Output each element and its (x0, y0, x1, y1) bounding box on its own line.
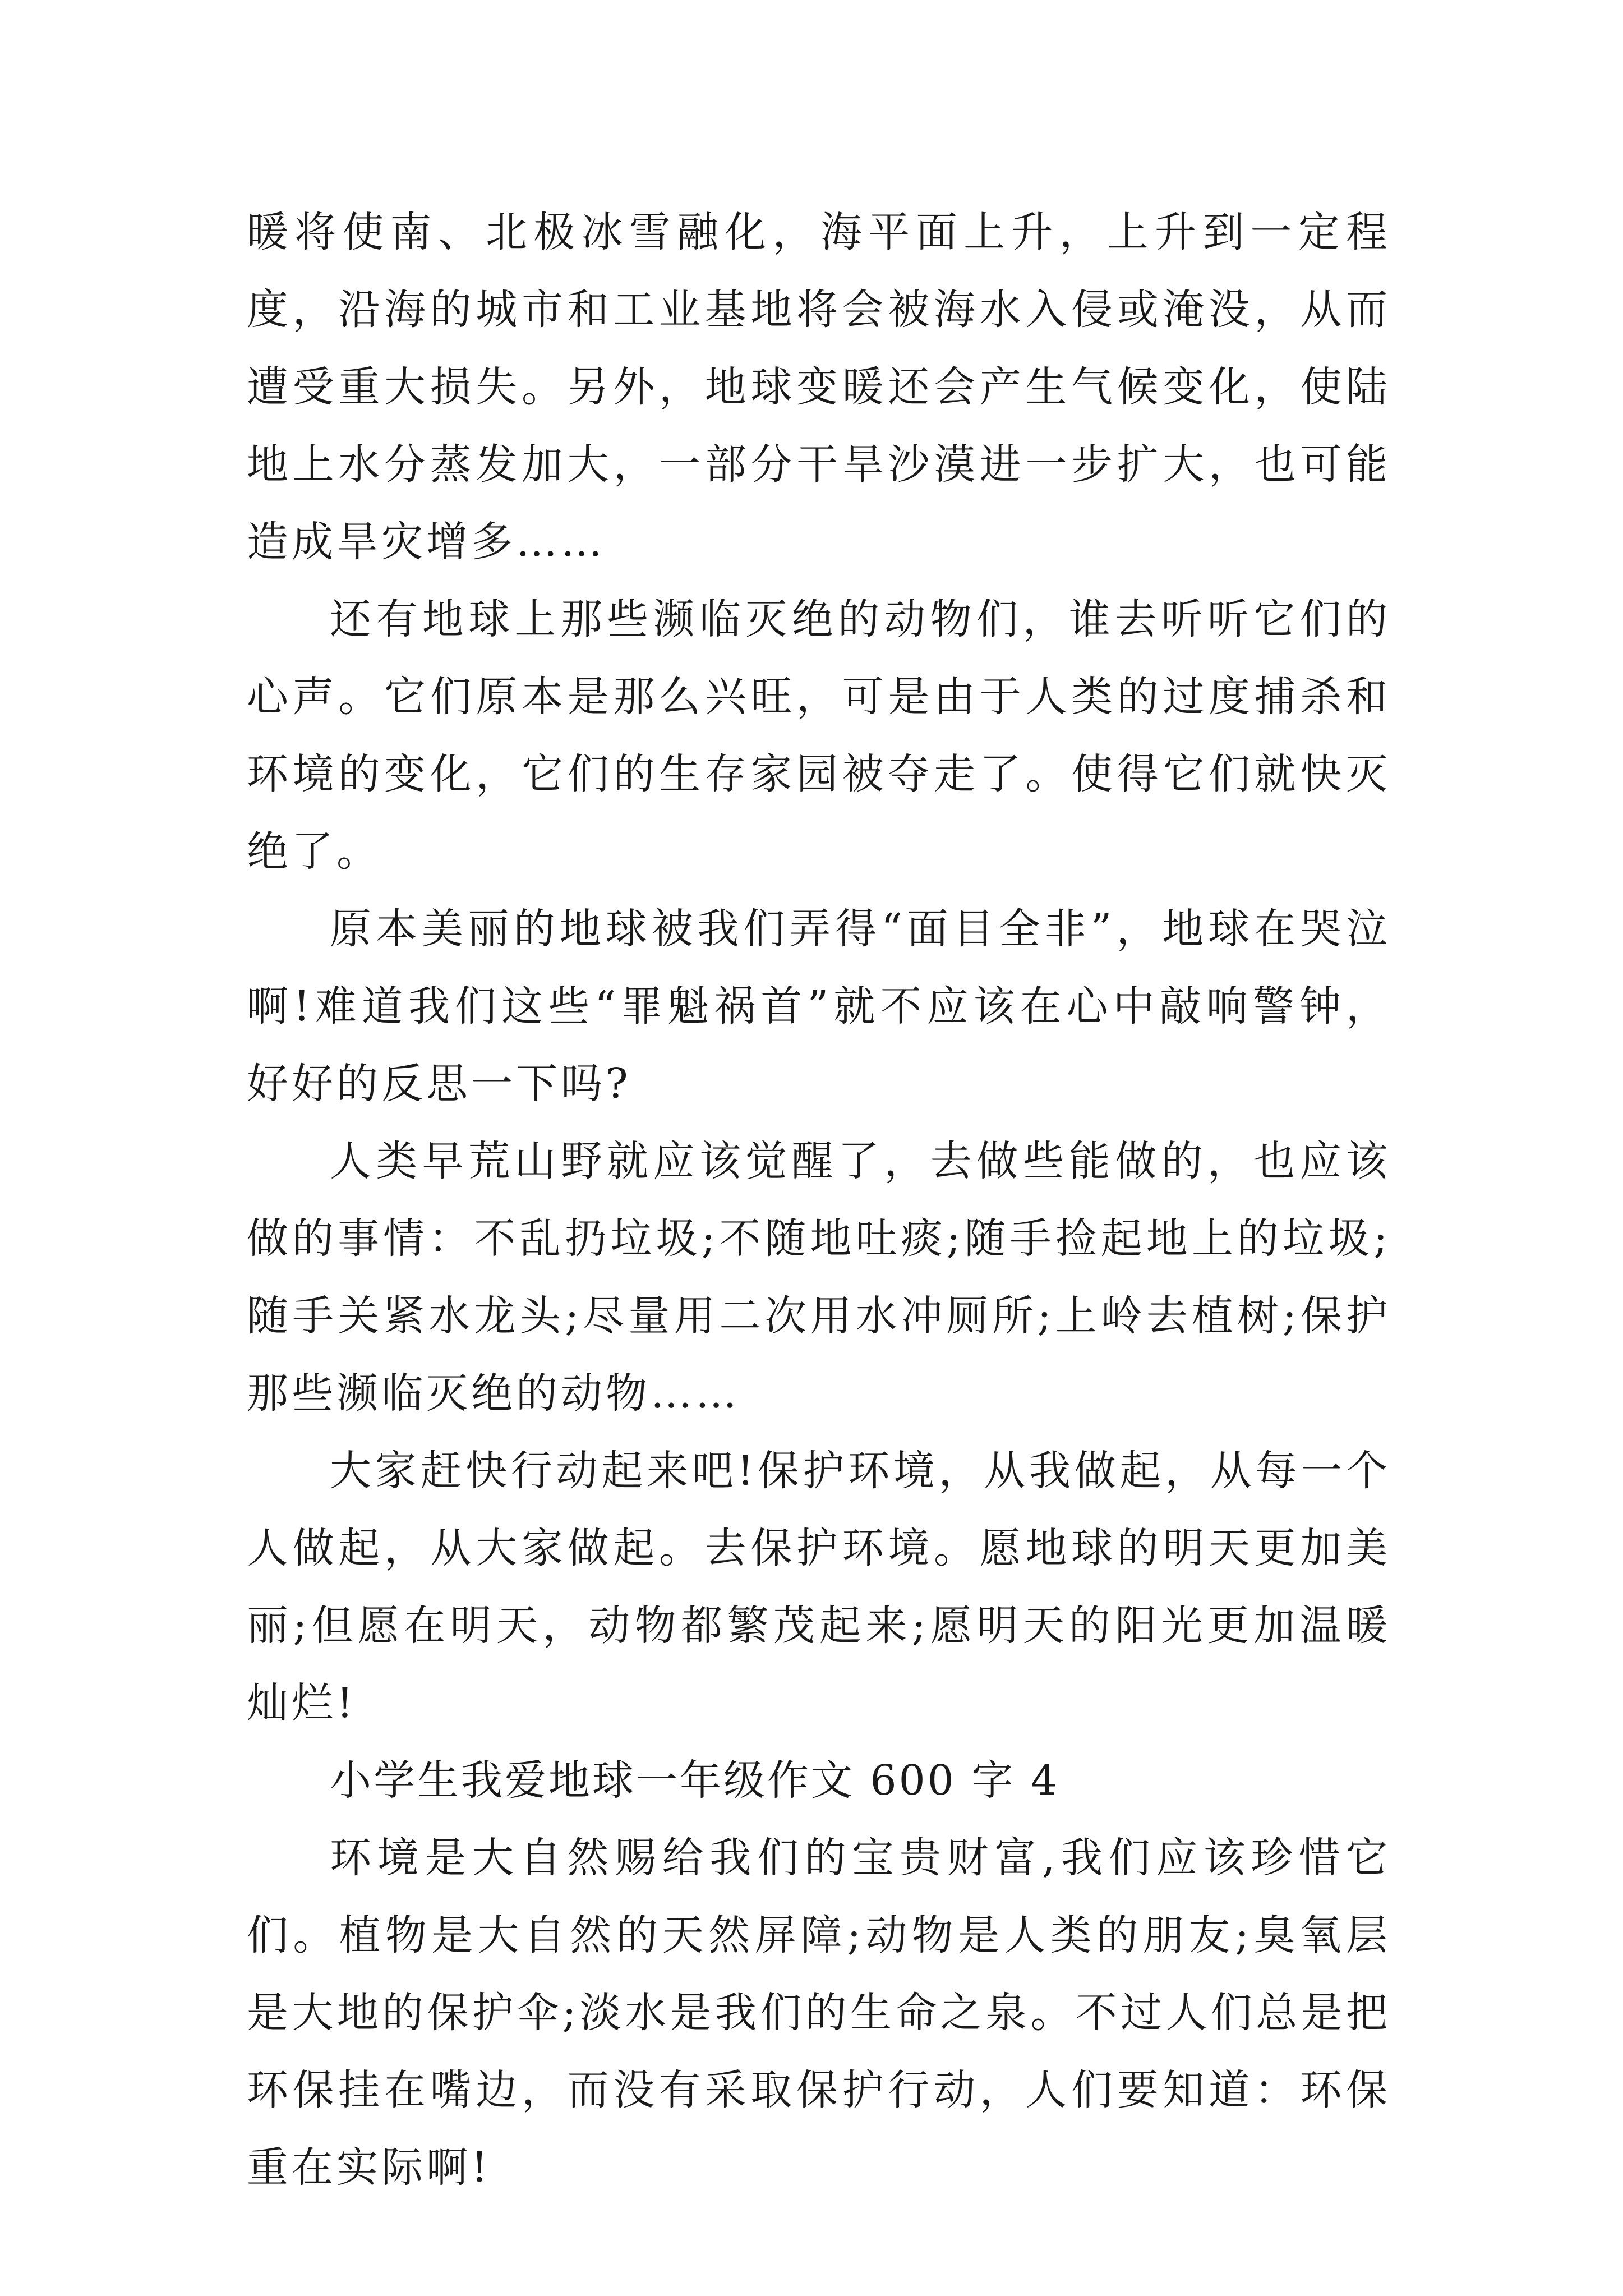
paragraph: 暖将使南、北极冰雪融化，海平面上升，上升到一定程度，沿海的城市和工业基地将会被海水入侵或淹没，从而遭受重大损失。另外，地球变暖还会产生气候变化，使陆地上水分蒸发加大，一部分干旱沙漠进一步扩大，也可能造成旱灾增多…… (247, 208, 1391, 566)
paragraph: 环境是大自然赐给我们的宝贵财富,我们应该珍惜它们。植物是大自然的天然屏障;动物是人类的朋友;臭氧层是大地的保护伞;淡水是我们的生命之泉。不过人们总是把环保挂在嘴边，而没有采取保护行动，人们要知道：环保重在实际啊! (247, 1834, 1391, 2192)
section-heading: 小学生我爱地球一年级作文 600 字 4 (330, 1756, 1059, 1805)
paragraph: 原本美丽的地球被我们弄得“面目全非”，地球在哭泣啊!难道我们这些“罪魁祸首”就不应该在心中敲响警钟，好好的反思一下吗? (247, 905, 1391, 1108)
paragraph: 还有地球上那些濒临灭绝的动物们，谁去听听它们的心声。它们原本是那么兴旺，可是由于人类的过度捕杀和环境的变化，它们的生存家园被夺走了。使得它们就快灭绝了。 (247, 595, 1391, 876)
document-body (247, 194, 1391, 2206)
paragraph: 大家赶快行动起来吧!保护环境，从我做起，从每一个人做起，从大家做起。去保护环境。愿地球的明天更加美丽;但愿在明天，动物都繁茂起来;愿明天的阳光更加温暖灿烂! (247, 1447, 1391, 1727)
paragraph: 人类早荒山野就应该觉醒了，去做些能做的，也应该做的事情：不乱扔垃圾;不随地吐痰;随手捡起地上的垃圾;随手关紧水龙头;尽量用二次用水冲厕所;上岭去植树;保护那些濒临灭绝的动物…… (247, 1137, 1391, 1418)
